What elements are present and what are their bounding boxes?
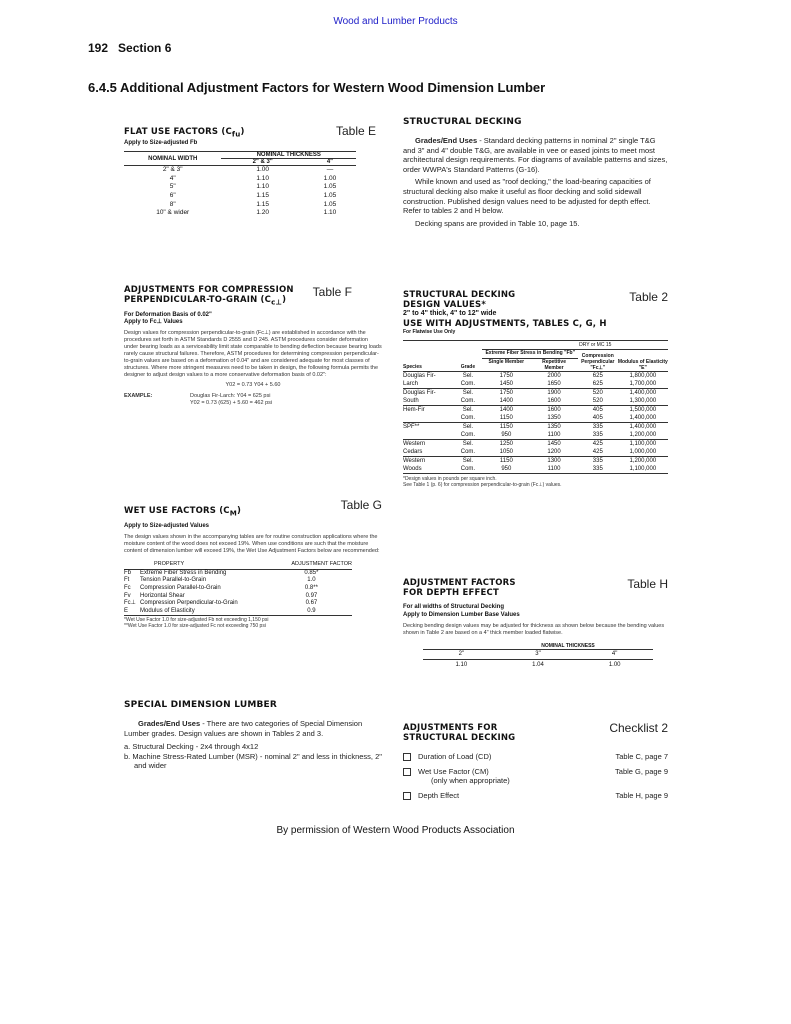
table-f-label: Table F: [312, 285, 352, 299]
table-row: Fc Compression Parallel-to-Grain 0.8**: [124, 584, 318, 591]
special-title: SPECIAL DIMENSION LUMBER: [124, 700, 278, 710]
table-row: Cedars Com. 1050 1200 425 1,000,000: [403, 448, 668, 457]
table-f: [124, 285, 382, 407]
col-header: Compression Perpendicular "Fc⊥": [578, 350, 618, 372]
checklist-item[interactable]: Duration of Load (CD) Table C, page 7: [403, 752, 668, 762]
col-header: PROPERTY: [124, 561, 271, 569]
table-h-label: Table H: [627, 577, 668, 591]
table-2-title: STRUCTURAL DECKING DESIGN VALUES*: [403, 290, 516, 310]
table-row: 1.10 1.04 1.00: [455, 662, 621, 668]
table-g-label: Table G: [340, 498, 382, 512]
structural-decking-title: STRUCTURAL DECKING: [403, 117, 522, 127]
table-row: 10" & wider 1.20 1.10: [156, 209, 337, 217]
table-g-title: WET USE FACTORS $(C_M)$: [124, 506, 242, 518]
table-e-grid: [124, 151, 356, 218]
table-2-label: Table 2: [629, 290, 668, 304]
col-header: Grade: [453, 350, 482, 372]
table-h-body: Decking bending design values may be adjusted for thickness as shown below because the bending values shown in Table 2 are based on a 4" thick member loaded flatwise.: [403, 623, 665, 636]
special-item-b: b. Machine Stress-Rated Lumber (MSR) - nominal 2" and less in thickness, 2" and wider: [124, 751, 382, 771]
col-header: 4": [576, 650, 653, 660]
col-header: 3": [500, 650, 577, 660]
col-header: 4": [304, 159, 356, 166]
table-row: Hem-Fir Sel. 1400 1600 405 1,500,000: [403, 407, 657, 413]
table-f-title: ADJUSTMENTS FOR COMPRESSION PERPENDICULAR-TO-GRAIN $(C_{c\perp})$: [124, 285, 294, 307]
table-g-body: The design values shown in the accompanying tables are for routine construction applications where the moisture content of the wood does not exceed 19%. When use conditions are such that the moisture content of dimension lumber will exceed 19%, the Wet Use Adjustment Factors below are recommended:: [124, 534, 380, 555]
table-row: Douglas Fir- Sel. 1750 1900 520 1,400,000: [403, 390, 657, 396]
table-2: [403, 290, 668, 488]
checklist-label: Checklist 2: [609, 721, 668, 735]
checklist-item[interactable]: Depth Effect Table H, page 9: [403, 791, 668, 801]
col-header: 2": [423, 650, 500, 660]
table-row: 2" & 3" 1.00 —: [162, 166, 334, 174]
table-f-sub1: For Deformation Basis of 0.02": [124, 311, 212, 318]
table-e-title: FLAT USE FACTORS $(C_{fu})$: [124, 127, 245, 139]
table-g-grid: [124, 561, 352, 616]
col-group-header: DRY or MC 15: [482, 341, 668, 350]
table-2-sub1: 2" to 4" thick, 4" to 12" wide: [403, 310, 497, 317]
table-g-note1: *Wet Use Factor 1.0 for size-adjusted Fb not exceeding 1,150 psi: [124, 617, 269, 624]
footer-credit: By permission of Western Wood Products Association: [276, 825, 515, 836]
checkbox-icon[interactable]: [403, 768, 411, 776]
table-2-sub2: USE WITH ADJUSTMENTS, TABLES C, G, H: [403, 318, 607, 329]
table-row: Fb Extreme Fiber Stress in Bending 0.85*: [124, 569, 319, 576]
table-row: Woods Com. 950 1100 335 1,100,000: [403, 465, 668, 474]
checkbox-icon[interactable]: [403, 753, 411, 761]
section-label: Section 6: [118, 41, 172, 55]
table-h-sub1: For all widths of Structural Decking: [403, 604, 505, 610]
special-body: Grades/End Uses - There are two categories of Special Dimension Lumber grades. Design values are shown in Tables 2 and 3.: [124, 719, 363, 738]
table-f-sub2: Apply to Fc⊥ Values: [124, 319, 183, 326]
structural-decking-p2: While known and used as "roof decking," the load-bearing capacities of structural decking also make it useful as floor decking and solid sidewall construction. Published design values need to be adjusted for depth effect. Refer to tables 2 and H below.: [403, 177, 651, 216]
table-row: 8" 1.15 1.05: [169, 200, 337, 208]
table-row: Ft Tension Parallel-to-Grain 1.0: [124, 577, 316, 584]
table-2-note1: *Design values in pounds per square inch.: [403, 476, 497, 482]
table-row: South Com. 1400 1600 520 1,300,000: [403, 397, 668, 406]
page-header: [88, 41, 171, 55]
table-2-sub3: For Flatwise Use Only: [403, 328, 456, 335]
table-row: Com. 1150 1350 405 1,400,000: [403, 414, 668, 423]
table-h-grid: [423, 643, 653, 671]
checklist-item[interactable]: Wet Use Factor (CM) (only when appropriate) Table G, page 9: [403, 767, 668, 786]
table-f-formula: Y02 = 0.73 Y04 + 5.60: [225, 381, 281, 388]
table-e: [124, 124, 382, 218]
checklist-title: ADJUSTMENTS FOR STRUCTURAL DECKING: [403, 723, 516, 743]
table-g: [124, 500, 382, 629]
structural-decking-section: [403, 117, 668, 228]
table-row: 4" 1.10 1.00: [169, 174, 337, 182]
section-title: 6.4.5 Additional Adjustment Factors for Western Wood Dimension Lumber: [88, 80, 546, 95]
checkbox-icon[interactable]: [403, 792, 411, 800]
table-e-label: Table E: [335, 124, 376, 138]
table-row: Fv Horizontal Shear 0.97: [124, 592, 318, 599]
table-row: Douglas Fir- Sel. 1750 2000 625 1,800,000: [403, 373, 657, 379]
col-header: ADJUSTMENT FACTOR: [271, 561, 352, 569]
col-header: Extreme Fiber Stress in Bending "Fb" Single Member Repetitive Member: [482, 350, 577, 372]
table-2-grid: [403, 340, 668, 474]
table-row: Fc⊥ Compression Perpendicular-to-Grain 0.67: [124, 600, 318, 607]
structural-decking-p3: Decking spans are provided in Table 10, page 15.: [415, 218, 580, 228]
table-row: Com. 950 1100 335 1,200,000: [403, 431, 668, 440]
checklist-2: [403, 723, 668, 800]
table-row: E Modulus of Elasticity 0.9: [124, 608, 352, 616]
special-dimension-section: [124, 700, 386, 771]
table-row: Larch Com. 1450 1650 625 1,700,000: [403, 380, 668, 389]
table-2-note2: See Table 1 (p. 6) for compression perpendicular-to-grain (Fc⊥) values.: [403, 482, 562, 488]
table-h-sub2: Apply to Dimension Lumber Base Values: [403, 611, 520, 618]
checklist-items: [403, 752, 668, 800]
table-g-note2: **Wet Use Factor 1.0 for size-adjusted Fc not exceeding 750 psi: [124, 623, 266, 630]
col-header: Species: [403, 350, 453, 372]
col-group-header: NOMINAL THICKNESS: [423, 643, 653, 650]
col-header: NOMINAL WIDTH: [124, 152, 221, 166]
table-row: Western Sel. 1150 1300 335 1,200,000: [403, 458, 657, 464]
special-item-a: a. Structural Decking - 2x4 through 4x12: [124, 742, 259, 752]
table-row: Western Sel. 1250 1450 425 1,100,000: [403, 441, 657, 447]
table-h: [403, 578, 668, 671]
table-f-example: EXAMPLE: Douglas Fir-Larch: Y04 = 625 psi Y02 = 0.73 (625) + 5.60 = 462 psi: [124, 392, 273, 406]
table-row: 6" 1.15 1.05: [169, 191, 337, 199]
col-header: Modulus of Elasticity "E": [618, 350, 668, 372]
col-header: 2" & 3": [221, 159, 303, 166]
table-row: SPF** Sel. 1150 1350 335 1,400,000: [403, 424, 657, 430]
col-group-header: NOMINAL THICKNESS: [221, 152, 356, 159]
header-link[interactable]: Wood and Lumber Products: [333, 16, 458, 27]
table-g-subtitle: Apply to Size-adjusted Values: [124, 522, 210, 529]
table-f-body: Design values for compression perpendicular-to-grain (Fc⊥) are established in accordance with the procedures set forth in ASTM Standards D 2555 and D 245. ASTM procedures consider deformation under bearing loads as a serviceability limit state comparable to bending deflection because bearing loads rarely cause structural failures. Therefore, ASTM procedures for determining compression perpendicular-to-grain values are based on a deformation of 0.04" and are considered adequate for most classes of structures. Where more stringent measures need to be taken in design, the following formula permits the designer to adjust design values to a more conservative deformation basis of 0.02":: [124, 329, 382, 378]
table-h-title: ADJUSTMENT FACTORS FOR DEPTH EFFECT: [403, 578, 516, 598]
structural-decking-p1: Grades/End Uses - Standard decking patterns in nominal 2" single T&G and 3" and 4" double T&G, are available in vee or eased joints to meet most architectural design requirements. For diagrams of available patterns and sizes, order WWPA's Standard Patterns (G-16).: [403, 136, 668, 174]
page-number: 192: [88, 41, 109, 55]
table-e-subtitle: Apply to Size-adjusted Fb: [124, 139, 198, 146]
table-row: 5" 1.10 1.05: [169, 183, 337, 191]
